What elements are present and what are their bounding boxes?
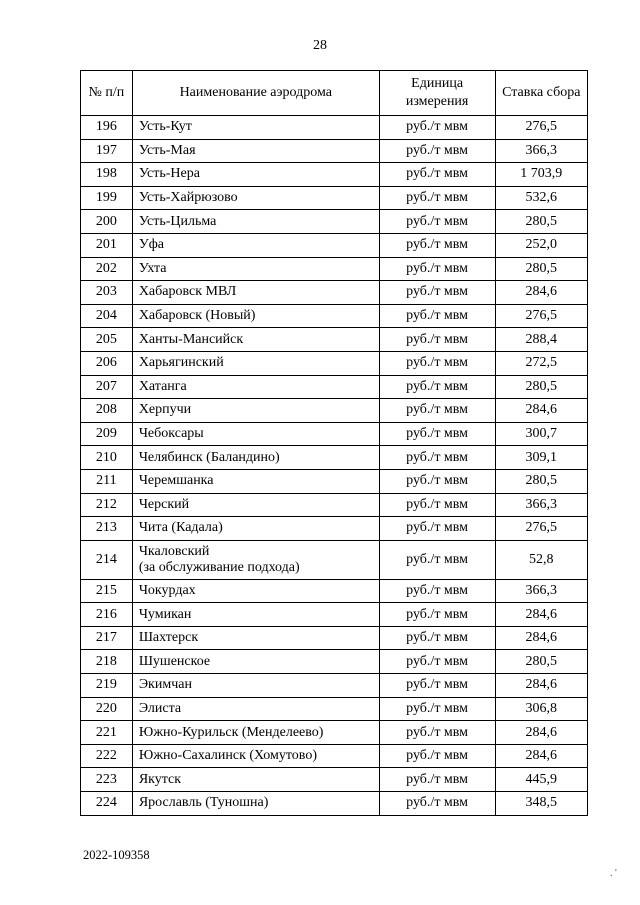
row-num: 222 <box>81 744 133 768</box>
row-rate: 366,3 <box>495 139 587 163</box>
row-rate: 284,6 <box>495 281 587 305</box>
table-row <box>81 116 588 140</box>
table-row <box>81 139 588 163</box>
row-num: 218 <box>81 650 133 674</box>
row-name: Черемшанка <box>132 469 379 493</box>
row-num: 197 <box>81 139 133 163</box>
row-num: 208 <box>81 399 133 423</box>
row-num: 220 <box>81 697 133 721</box>
row-name: Якутск <box>132 768 379 792</box>
table-row <box>81 768 588 792</box>
row-name: Ярославль (Туношна) <box>132 792 379 816</box>
row-name: Чокурдах <box>132 579 379 603</box>
row-rate: 272,5 <box>495 351 587 375</box>
row-name: Чита (Кадала) <box>132 517 379 541</box>
row-num: 215 <box>81 579 133 603</box>
row-rate: 309,1 <box>495 446 587 470</box>
row-name-line1: Чкаловский <box>138 543 210 559</box>
row-num: 211 <box>81 469 133 493</box>
row-unit: руб./т мвм <box>379 744 495 768</box>
row-unit: руб./т мвм <box>379 626 495 650</box>
table-row <box>81 697 588 721</box>
row-num: 217 <box>81 626 133 650</box>
row-unit: руб./т мвм <box>379 186 495 210</box>
scan-mark: . ' <box>610 868 617 879</box>
row-num: 209 <box>81 422 133 446</box>
row-unit: руб./т мвм <box>379 650 495 674</box>
row-rate: 1 703,9 <box>495 163 587 187</box>
row-num: 214 <box>81 540 133 579</box>
row-name: Ухта <box>132 257 379 281</box>
row-rate: 52,8 <box>495 540 587 579</box>
row-name: Черский <box>132 493 379 517</box>
table-row <box>81 517 588 541</box>
row-num: 199 <box>81 186 133 210</box>
row-name: Усть-Хайрюзово <box>132 186 379 210</box>
row-rate: 276,5 <box>495 304 587 328</box>
row-num: 219 <box>81 674 133 698</box>
table-row <box>81 469 588 493</box>
row-rate: 348,5 <box>495 792 587 816</box>
row-num: 223 <box>81 768 133 792</box>
row-rate: 252,0 <box>495 233 587 257</box>
row-num: 210 <box>81 446 133 470</box>
row-num: 206 <box>81 351 133 375</box>
table-row <box>81 650 588 674</box>
row-unit: руб./т мвм <box>379 697 495 721</box>
row-name: Усть-Кут <box>132 116 379 140</box>
row-rate: 280,5 <box>495 375 587 399</box>
airport-fees-table <box>80 70 588 816</box>
row-num: 224 <box>81 792 133 816</box>
row-num: 202 <box>81 257 133 281</box>
row-num: 213 <box>81 517 133 541</box>
table-row <box>81 446 588 470</box>
row-unit: руб./т мвм <box>379 257 495 281</box>
row-name: Элиста <box>132 697 379 721</box>
row-num: 204 <box>81 304 133 328</box>
row-unit: руб./т мвм <box>379 469 495 493</box>
row-name: Хатанга <box>132 375 379 399</box>
row-unit: руб./т мвм <box>379 399 495 423</box>
row-unit: руб./т мвм <box>379 721 495 745</box>
table-row <box>81 399 588 423</box>
row-name <box>132 540 379 579</box>
row-num: 205 <box>81 328 133 352</box>
row-name: Челябинск (Баландино) <box>132 446 379 470</box>
row-name: Чебоксары <box>132 422 379 446</box>
table-row <box>81 603 588 627</box>
page-number: 28 <box>313 38 327 53</box>
row-name: Харьягинский <box>132 351 379 375</box>
row-name: Экимчан <box>132 674 379 698</box>
table-row <box>81 375 588 399</box>
row-unit: руб./т мвм <box>379 493 495 517</box>
header-unit: Единица измерения <box>379 71 495 116</box>
table-row <box>81 328 588 352</box>
row-unit: руб./т мвм <box>379 768 495 792</box>
row-rate: 276,5 <box>495 116 587 140</box>
row-rate: 366,3 <box>495 493 587 517</box>
row-rate: 284,6 <box>495 721 587 745</box>
table-row <box>81 626 588 650</box>
row-unit: руб./т мвм <box>379 163 495 187</box>
row-num: 201 <box>81 233 133 257</box>
row-unit: руб./т мвм <box>379 422 495 446</box>
row-name: Уфа <box>132 233 379 257</box>
row-num: 216 <box>81 603 133 627</box>
row-rate: 284,6 <box>495 603 587 627</box>
table-row <box>81 674 588 698</box>
row-name: Ханты-Мансийск <box>132 328 379 352</box>
row-rate: 284,6 <box>495 399 587 423</box>
row-num: 207 <box>81 375 133 399</box>
row-num: 203 <box>81 281 133 305</box>
row-name: Усть-Мая <box>132 139 379 163</box>
table-row <box>81 721 588 745</box>
table-row <box>81 493 588 517</box>
table-row <box>81 257 588 281</box>
row-unit: руб./т мвм <box>379 792 495 816</box>
row-unit: руб./т мвм <box>379 446 495 470</box>
row-num: 200 <box>81 210 133 234</box>
row-unit: руб./т мвм <box>379 351 495 375</box>
table-row <box>81 351 588 375</box>
row-rate: 284,6 <box>495 744 587 768</box>
row-unit: руб./т мвм <box>379 579 495 603</box>
row-unit: руб./т мвм <box>379 517 495 541</box>
header-name: Наименование аэродрома <box>132 71 379 116</box>
row-num: 198 <box>81 163 133 187</box>
row-unit: руб./т мвм <box>379 304 495 328</box>
row-rate: 280,5 <box>495 257 587 281</box>
row-unit: руб./т мвм <box>379 540 495 579</box>
row-unit: руб./т мвм <box>379 328 495 352</box>
row-unit: руб./т мвм <box>379 375 495 399</box>
row-name-line2: (за обслуживание подхода) <box>138 559 300 575</box>
row-unit: руб./т мвм <box>379 210 495 234</box>
row-rate: 300,7 <box>495 422 587 446</box>
row-num: 221 <box>81 721 133 745</box>
row-num: 212 <box>81 493 133 517</box>
row-name: Чумикан <box>132 603 379 627</box>
row-rate: 284,6 <box>495 674 587 698</box>
row-name: Усть-Нера <box>132 163 379 187</box>
row-rate: 532,6 <box>495 186 587 210</box>
header-num: № п/п <box>81 71 133 116</box>
table-row <box>81 210 588 234</box>
row-name: Шушенское <box>132 650 379 674</box>
table-row <box>81 163 588 187</box>
row-num: 196 <box>81 116 133 140</box>
table-row <box>81 744 588 768</box>
row-name: Шахтерск <box>132 626 379 650</box>
row-rate: 280,5 <box>495 650 587 674</box>
row-name: Херпучи <box>132 399 379 423</box>
row-name: Усть-Цильма <box>132 210 379 234</box>
table-row <box>81 579 588 603</box>
row-rate: 284,6 <box>495 626 587 650</box>
table-row <box>81 792 588 816</box>
row-name: Южно-Курильск (Менделеево) <box>132 721 379 745</box>
table-row <box>81 233 588 257</box>
table-row <box>81 422 588 446</box>
row-rate: 288,4 <box>495 328 587 352</box>
row-unit: руб./т мвм <box>379 233 495 257</box>
row-name: Южно-Сахалинск (Хомутово) <box>132 744 379 768</box>
row-rate: 306,8 <box>495 697 587 721</box>
row-unit: руб./т мвм <box>379 281 495 305</box>
table-row <box>81 281 588 305</box>
row-unit: руб./т мвм <box>379 674 495 698</box>
row-unit: руб./т мвм <box>379 116 495 140</box>
document-code: 2022-109358 <box>83 848 150 862</box>
table-header-row <box>81 71 588 116</box>
table-row <box>81 304 588 328</box>
row-rate: 280,5 <box>495 469 587 493</box>
row-rate: 366,3 <box>495 579 587 603</box>
header-rate: Ставка сбора <box>495 71 587 116</box>
row-unit: руб./т мвм <box>379 603 495 627</box>
row-unit: руб./т мвм <box>379 139 495 163</box>
row-rate: 445,9 <box>495 768 587 792</box>
row-rate: 280,5 <box>495 210 587 234</box>
row-name: Хабаровск МВЛ <box>132 281 379 305</box>
row-name: Хабаровск (Новый) <box>132 304 379 328</box>
table-row <box>81 186 588 210</box>
row-rate: 276,5 <box>495 517 587 541</box>
table-row <box>81 540 588 579</box>
